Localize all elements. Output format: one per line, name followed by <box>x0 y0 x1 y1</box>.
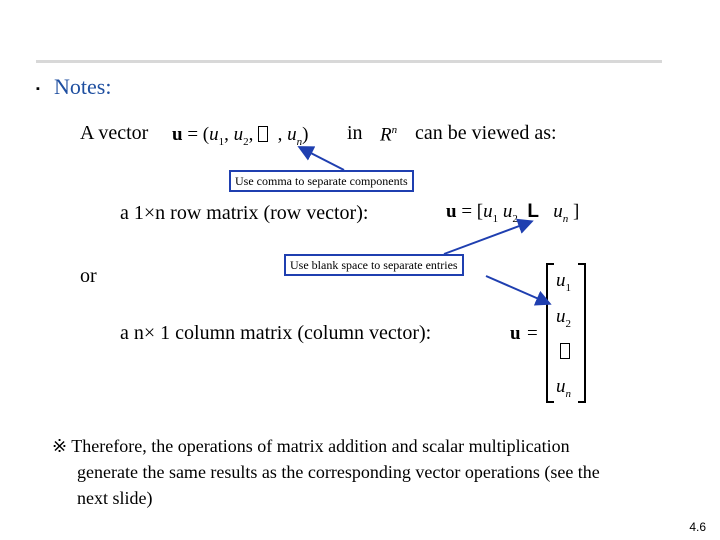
footer-line-3: next slide) <box>77 488 153 508</box>
vector-comma-formula: $u = (u_1$, $u_2$, , $u_n$) <box>172 124 309 148</box>
comma-callout: Use comma to separate components <box>229 170 414 192</box>
column-vector-label: a n× 1 column matrix (column vector): <box>120 322 432 344</box>
footer-line-2: generate the same results as the corresponding vector operations (see the <box>77 462 600 482</box>
vector-intro-text: A vector <box>80 122 149 144</box>
column-entry-2: $u_2$ <box>556 306 571 330</box>
viewed-as-text: can be viewed as: <box>415 122 557 144</box>
row-vector-formula: $u = [u_1$ $u_2$ L $u_n$ ] <box>446 201 580 225</box>
column-arrow <box>486 276 548 303</box>
row-arrow <box>444 222 530 254</box>
footer-note <box>52 433 692 511</box>
row-vector-label: a 1×n row matrix (row vector): <box>120 202 369 224</box>
space-symbol: $R^n$ <box>380 124 398 146</box>
or-word: or <box>80 265 97 287</box>
footer-line-1: Therefore, the operations of matrix addition and scalar multiplication <box>71 436 570 456</box>
reference-mark-icon: ※ <box>52 436 68 456</box>
in-word: in <box>347 122 363 144</box>
bullet-icon: ▪ <box>36 83 40 95</box>
column-entry-1: $u_1$ <box>556 270 571 294</box>
equals-sign: = <box>527 323 538 344</box>
column-entry-n: $u_n$ <box>556 376 571 400</box>
comma-arrow <box>301 148 344 170</box>
column-vector-lhs: u <box>510 323 521 344</box>
page-number: 4.6 <box>689 520 706 534</box>
blank-space-callout: Use blank space to separate entries <box>284 254 464 276</box>
notes-heading: Notes: <box>54 74 112 99</box>
